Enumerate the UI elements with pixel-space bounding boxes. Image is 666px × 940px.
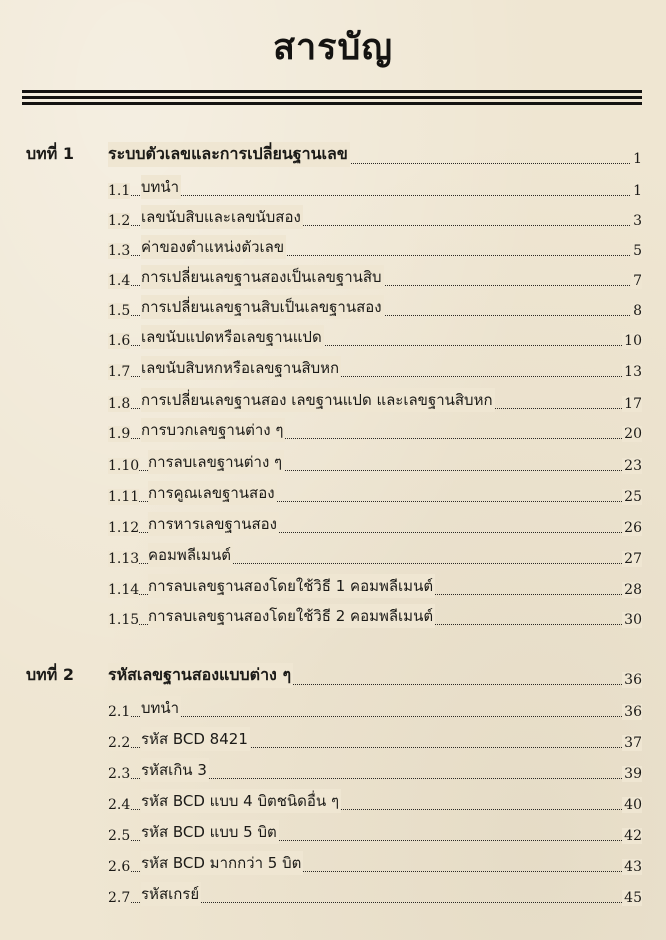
section-number: 1.10 — [108, 458, 140, 474]
toc-entry-2-7 — [0, 883, 666, 909]
section-number: 2.7 — [108, 890, 131, 906]
section-title: รหัส BCD แบบ 5 บิต — [141, 820, 279, 844]
section-number: 2.5 — [108, 828, 131, 844]
section-number: 1.1 — [108, 183, 131, 199]
section-number: 1.2 — [108, 213, 131, 229]
section-title: บทนำ — [141, 175, 181, 199]
toc-entry-1-15 — [0, 605, 666, 631]
chapter-title: ระบบตัวเลขและการเปลี่ยนฐานเลข — [108, 142, 350, 167]
section-title: เลขนับสิบและเลขนับสอง — [141, 205, 303, 229]
section-title: การลบเลขฐานสองโดยใช้วิธี 1 คอมพลีเมนต์ — [148, 574, 435, 598]
toc-entry-1-7 — [0, 357, 666, 383]
toc-entry-1-9 — [0, 419, 666, 445]
section-number: 2.3 — [108, 766, 131, 782]
section-title: คอมพลีเมนต์ — [148, 543, 233, 567]
page-number: 8 — [633, 303, 642, 319]
page-number: 1 — [633, 183, 642, 199]
section-number: 1.5 — [108, 303, 131, 319]
section-title: รหัส BCD แบบ 4 บิตชนิดอื่น ๆ — [141, 789, 341, 813]
section-title: ค่าของตำแหน่งตัวเลข — [141, 235, 286, 259]
toc-entry-2-1 — [0, 697, 666, 723]
toc-entry-2-6 — [0, 852, 666, 878]
toc-entry-1-13 — [0, 544, 666, 570]
section-number: 1.7 — [108, 364, 131, 380]
section-title: รหัส BCD 8421 — [141, 727, 250, 751]
page-number: 45 — [624, 890, 642, 906]
section-number: 2.1 — [108, 704, 131, 720]
page-number: 13 — [624, 364, 642, 380]
section-title: การเปลี่ยนเลขฐานสอง เลขฐานแปด และเลขฐานสิบหก — [141, 388, 495, 412]
toc-entry-1-14 — [0, 575, 666, 601]
page-number: 42 — [624, 828, 642, 844]
page-number: 25 — [624, 489, 642, 505]
chapter-label: บทที่ 1 — [26, 144, 74, 163]
section-title: การลบเลขฐานสองโดยใช้วิธี 2 คอมพลีเมนต์ — [148, 604, 435, 628]
dot-leader — [108, 716, 630, 717]
toc-entry-2-4 — [0, 790, 666, 816]
toc-chapter-2 — [0, 665, 666, 691]
section-title: เลขนับแปดหรือเลขฐานแปด — [141, 325, 324, 349]
section-number: 1.11 — [108, 489, 140, 505]
section-number: 1.14 — [108, 582, 140, 598]
page-number: 3 — [633, 213, 642, 229]
page-number: 39 — [624, 766, 642, 782]
section-number: 1.4 — [108, 273, 131, 289]
page-number: 26 — [624, 520, 642, 536]
toc-entry-2-3 — [0, 759, 666, 785]
toc-entry-2-2 — [0, 728, 666, 754]
dot-leader — [108, 195, 630, 196]
section-title: การคูณเลขฐานสอง — [148, 481, 277, 505]
page-number: 7 — [633, 273, 642, 289]
section-title: การเปลี่ยนเลขฐานสิบเป็นเลขฐานสอง — [141, 295, 384, 319]
section-title: การบวกเลขฐานต่าง ๆ — [141, 418, 285, 442]
toc-entry-1-11 — [0, 482, 666, 508]
section-number: 1.13 — [108, 551, 140, 567]
section-title: รหัสเกิน 3 — [141, 758, 209, 782]
toc-entry-1-10 — [0, 451, 666, 477]
toc-entry-2-5 — [0, 821, 666, 847]
page-number: 43 — [624, 859, 642, 875]
section-number: 1.3 — [108, 243, 131, 259]
page-number: 36 — [624, 704, 642, 720]
section-number: 1.9 — [108, 426, 131, 442]
section-title: รหัส BCD มากกว่า 5 บิต — [141, 851, 303, 875]
page-number: 17 — [624, 396, 642, 412]
page-number: 10 — [624, 333, 642, 349]
section-title: รหัสเกรย์ — [141, 882, 201, 906]
section-title: เลขนับสิบหกหรือเลขฐานสิบหก — [141, 356, 341, 380]
toc-entry-1-2 — [0, 206, 666, 232]
toc-entry-1-4 — [0, 266, 666, 292]
section-number: 2.4 — [108, 797, 131, 813]
section-number: 1.6 — [108, 333, 131, 349]
page-number: 23 — [624, 458, 642, 474]
section-number: 2.6 — [108, 859, 131, 875]
section-title: การหารเลขฐานสอง — [148, 512, 279, 536]
chapter-title: รหัสเลขฐานสองแบบต่าง ๆ — [108, 663, 293, 688]
toc-entry-1-3 — [0, 236, 666, 262]
section-title: บทนำ — [141, 696, 181, 720]
section-number: 1.12 — [108, 520, 140, 536]
section-title: การเปลี่ยนเลขฐานสองเป็นเลขฐานสิบ — [141, 265, 384, 289]
toc-entry-1-8 — [0, 389, 666, 415]
toc-entry-1-6 — [0, 326, 666, 352]
section-number: 2.2 — [108, 735, 131, 751]
page-number: 5 — [633, 243, 642, 259]
page-number: 30 — [624, 612, 642, 628]
page-number: 28 — [624, 582, 642, 598]
page-number: 40 — [624, 797, 642, 813]
page-number: 20 — [624, 426, 642, 442]
toc-entry-1-5 — [0, 296, 666, 322]
section-number: 1.15 — [108, 612, 140, 628]
section-title: การลบเลขฐานต่าง ๆ — [148, 450, 284, 474]
toc-entry-1-12 — [0, 513, 666, 539]
toc-chapter-1 — [0, 144, 666, 170]
page-title: สารบัญ — [272, 27, 394, 68]
page-number: 37 — [624, 735, 642, 751]
page-number: 36 — [624, 672, 642, 688]
toc-entry-1-1 — [0, 176, 666, 202]
chapter-label: บทที่ 2 — [26, 665, 74, 684]
page-number: 1 — [633, 151, 642, 167]
section-number: 1.8 — [108, 396, 131, 412]
page-number: 27 — [624, 551, 642, 567]
